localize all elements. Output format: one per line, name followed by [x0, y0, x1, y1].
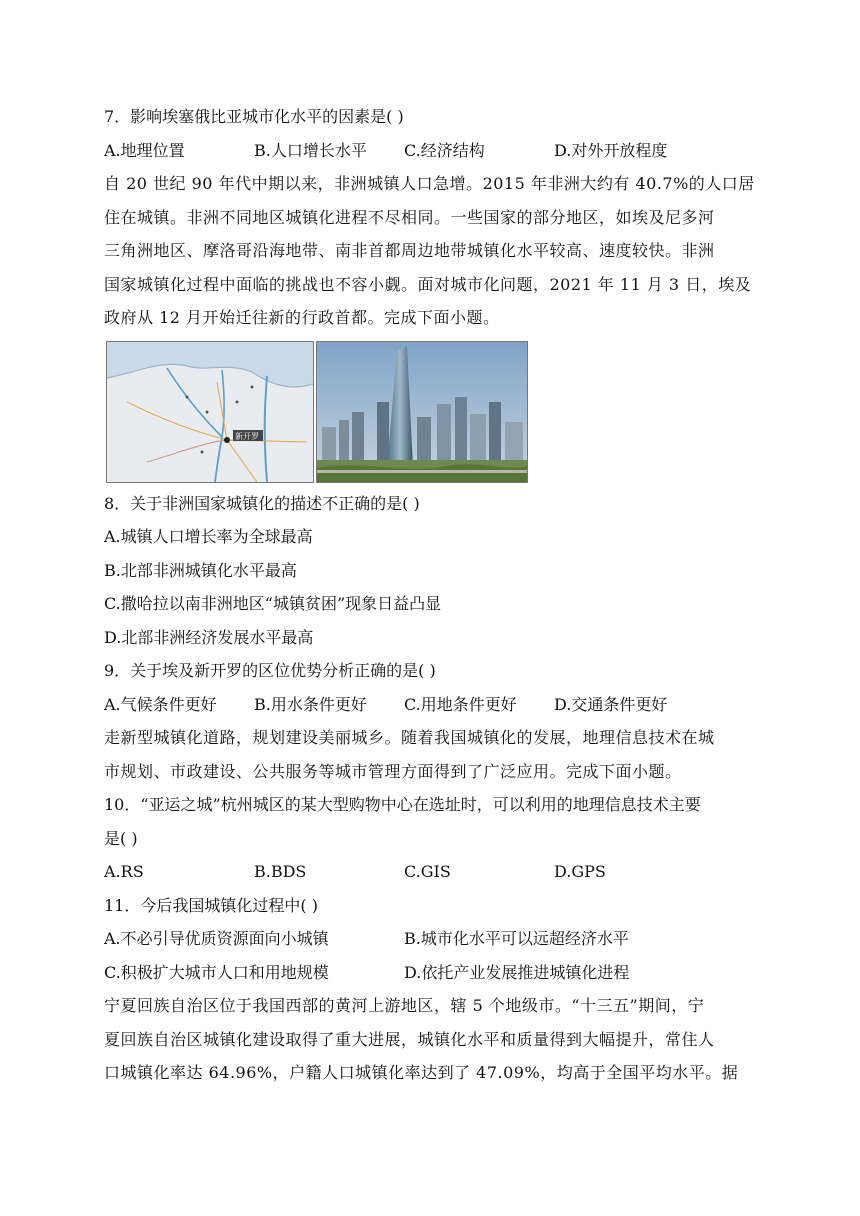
q9-stem: 9．关于埃及新开罗的区位优势分析正确的是( )	[104, 661, 436, 680]
passage-line: 政府从 12 月开始迁往新的行政首都。完成下面小题。	[104, 308, 500, 327]
passage-line: 夏回族自治区城镇化建设取得了重大进展，城镇化水平和质量得到大幅提升，常住人	[104, 1029, 715, 1049]
passage-line: 住在城镇。非洲不同地区城镇化进程不尽相同。一些国家的部分地区，如埃及尼多河	[104, 207, 715, 227]
q8-stem: 8．关于非洲国家城镇化的描述不正确的是( )	[104, 493, 420, 513]
map-new-cairo-label: 新开罗	[235, 431, 259, 441]
q7-option-d[interactable]: D.对外开放程度	[554, 140, 668, 160]
q10-options	[104, 855, 764, 889]
q7-options	[104, 134, 764, 168]
q11-option-b[interactable]: B.城市化水平可以远超经济水平	[404, 929, 629, 948]
q9-option-d[interactable]: D.交通条件更好	[554, 694, 668, 714]
q9-options	[104, 688, 764, 722]
q10-stem-cont: 是( )	[104, 828, 138, 848]
passage-line: 三角洲地区、摩洛哥沿海地带、南非首都周边地带城镇化水平较高、速度较快。非洲	[104, 241, 715, 260]
q8-option-a[interactable]: A.城镇人口增长率为全球最高	[104, 527, 313, 546]
q10-option-a[interactable]: A.RS	[104, 862, 144, 881]
q10-stem: 10．“亚运之城”杭州城区的某大型购物中心在选址时，可以利用的地理信息技术主要	[104, 795, 701, 814]
passage-line: 口城镇化率达 64.96%，户籍人口城镇化率达到了 47.09%，均高于全国平均水平。据	[104, 1063, 739, 1082]
document-page	[104, 100, 764, 1090]
passage-line: 走新型城镇化道路，规划建设美丽城乡。随着我国城镇化的发展，地理信息技术在城	[104, 728, 715, 747]
q8-option-b[interactable]: B.北部非洲城镇化水平最高	[104, 560, 297, 580]
q9-option-c[interactable]: C.用地条件更好	[404, 694, 517, 714]
passage-line: 国家城镇化过程中面临的挑战也不容小觑。面对城市化问题，2021 年 11 月 3 日，埃及	[104, 274, 752, 294]
q10-option-d[interactable]: D.GPS	[554, 862, 606, 881]
passage-africa	[104, 167, 764, 335]
passage-line: 市规划、市政建设、公共服务等城市管理方面得到了广泛应用。完成下面小题。	[104, 761, 682, 781]
q11-options-row2	[104, 956, 764, 990]
q7-option-c[interactable]: C.经济结构	[404, 140, 485, 160]
map-image	[106, 341, 314, 483]
q8-option-d[interactable]: D.北部非洲经济发展水平最高	[104, 627, 314, 647]
passage-line: 宁夏回族自治区位于我国西部的黄河上游地区，辖 5 个地级市。“十三五”期间，宁	[104, 996, 705, 1015]
passage-ningxia	[104, 989, 764, 1090]
q9-option-a[interactable]: A.气候条件更好	[104, 694, 217, 714]
q7-option-a[interactable]: A.地理位置	[104, 140, 185, 160]
q7-option-b[interactable]: B.人口增长水平	[254, 140, 367, 160]
q11-stem: 11．今后我国城镇化过程中( )	[104, 895, 318, 915]
q11-option-d[interactable]: D.依托产业发展推进城镇化进程	[404, 962, 630, 982]
q10-option-c[interactable]: C.GIS	[404, 862, 451, 881]
q11-option-a[interactable]: A.不必引导优质资源面向小城镇	[104, 929, 329, 948]
q10-option-b[interactable]: B.BDS	[254, 862, 307, 881]
passage-line: 自 20 世纪 90 年代中期以来，非洲城镇人口急增。2015 年非洲大约有 40.7%的人口居	[104, 174, 755, 193]
figure-row	[106, 341, 764, 483]
city-skyline-photo	[316, 341, 528, 483]
q9-option-b[interactable]: B.用水条件更好	[254, 694, 367, 714]
q7-stem: 7．影响埃塞俄比亚城市化水平的因素是( )	[104, 107, 404, 126]
passage-gis	[104, 721, 764, 788]
q11-options-row1	[104, 922, 764, 956]
q11-option-c[interactable]: C.积极扩大城市人口和用地规模	[104, 962, 329, 982]
q8-option-c[interactable]: C.撒哈拉以南非洲地区“城镇贫困”现象日益凸显	[104, 594, 442, 613]
